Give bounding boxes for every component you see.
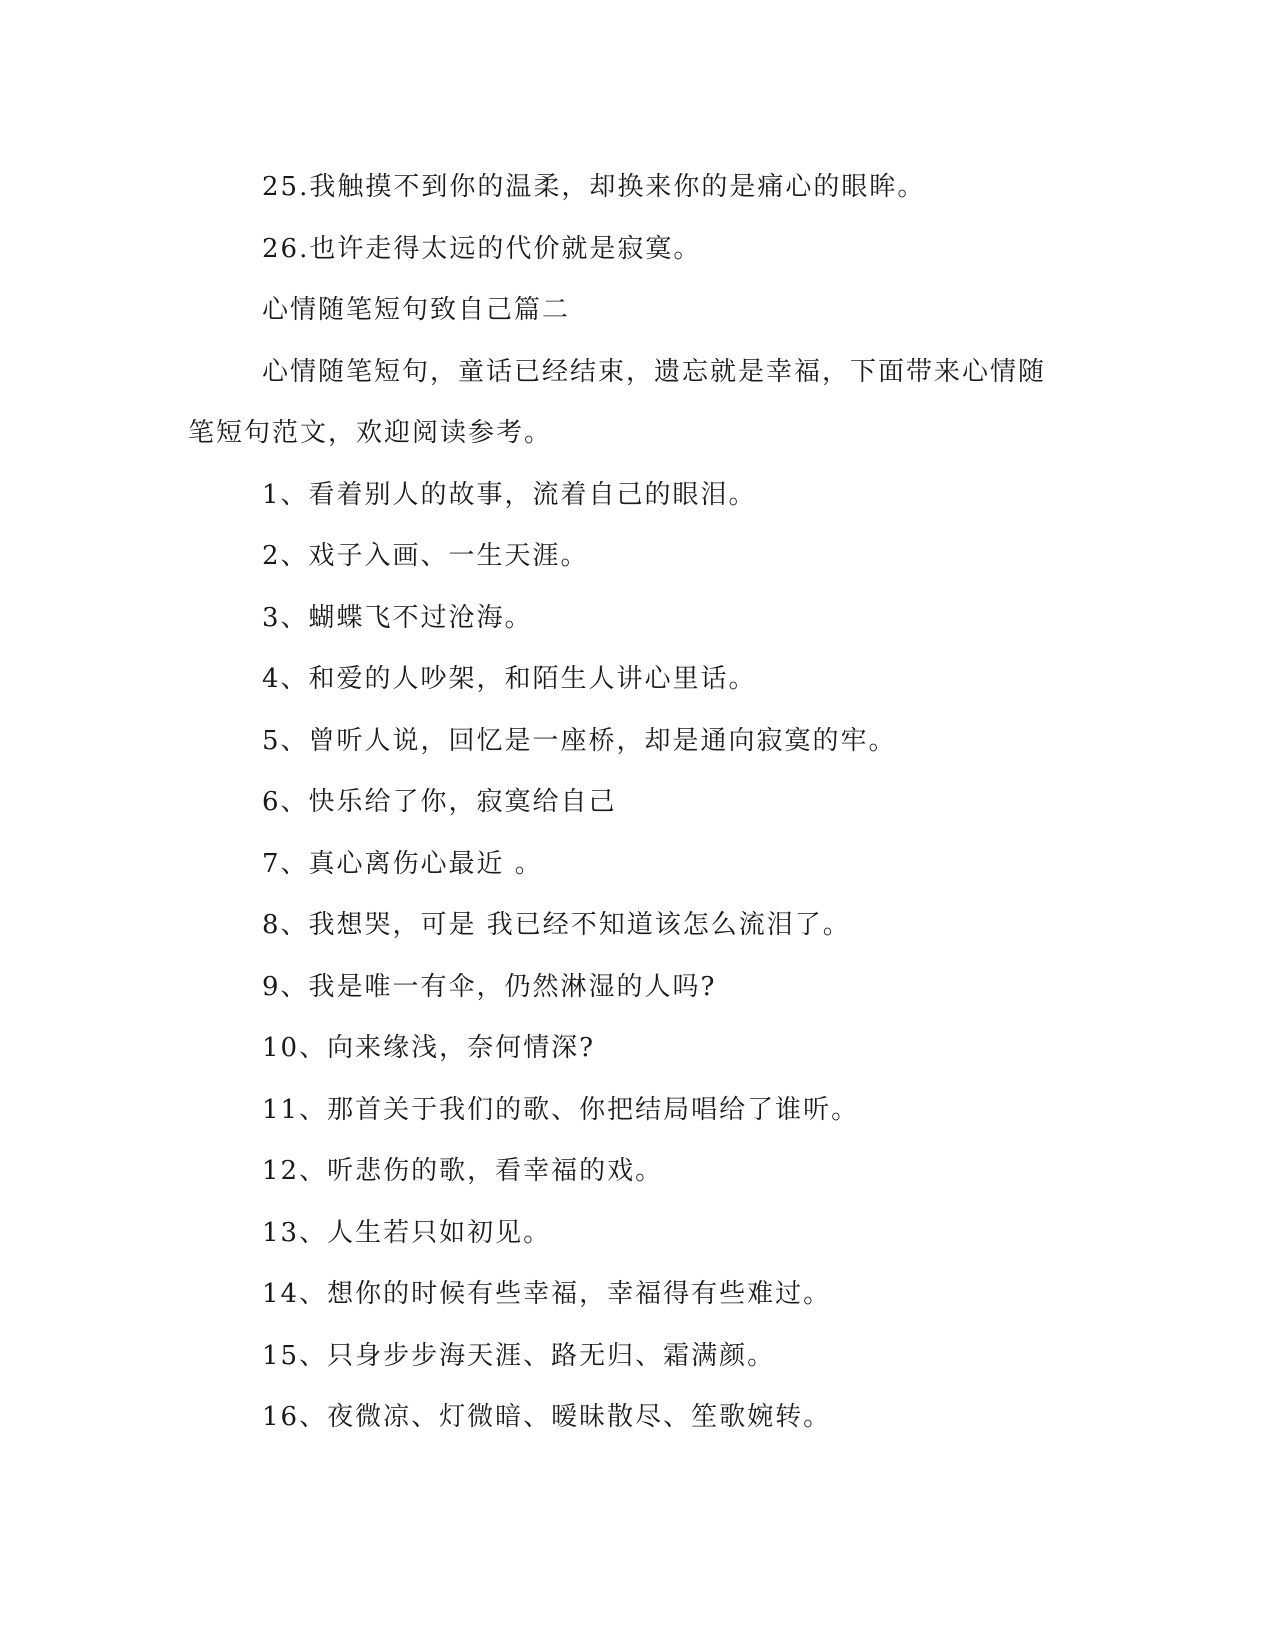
list-item-7: 7、真心离伤心最近 。 (262, 848, 543, 879)
list-item-14: 14、想你的时候有些幸福，幸福得有些难过。 (262, 1279, 832, 1309)
list-item-10: 10、向来缘浅，奈何情深? (262, 1033, 596, 1063)
text-line-25: 25.我触摸不到你的温柔，却换来你的是痛心的眼眸。 (262, 172, 926, 202)
list-item-8: 8、我想哭，可是 我已经不知道该怎么流泪了。 (262, 910, 851, 940)
list-item-12: 12、听悲伤的歌，看幸福的戏。 (262, 1156, 664, 1186)
list-item-11: 11、那首关于我们的歌、你把结局唱给了谁听。 (262, 1094, 860, 1125)
list-item-3: 3、蝴蝶飞不过沧海。 (262, 602, 533, 633)
list-item-15: 15、只身步步海天涯、路无归、霜满颜。 (262, 1340, 776, 1371)
list-item-13: 13、人生若只如初见。 (262, 1217, 552, 1248)
list-item-1: 1、看着别人的故事，流着自己的眼泪。 (262, 479, 757, 510)
section-heading: 心情随笔短句致自己篇二 (262, 295, 571, 325)
list-item-6: 6、快乐给了你，寂寞给自己 (262, 787, 617, 817)
intro-paragraph-line-1: 心情随笔短句，童话已经结束，遗忘就是幸福，下面带来心情随 (262, 356, 1047, 387)
intro-paragraph-line-2: 笔短句范文，欢迎阅读参考。 (188, 418, 553, 448)
document-body (188, 157, 1088, 1449)
text-line-26: 26.也许走得太远的代价就是寂寞。 (262, 233, 702, 264)
list-item-5: 5、曾听人说，回忆是一座桥，却是通向寂寞的牢。 (262, 725, 897, 756)
list-item-9: 9、我是唯一有伞，仍然淋湿的人吗? (262, 971, 717, 1002)
list-item-16: 16、夜微凉、灯微暗、暧昧散尽、笙歌婉转。 (262, 1402, 832, 1432)
list-item-2: 2、戏子入画、一生天涯。 (262, 541, 589, 571)
list-item-4: 4、和爱的人吵架，和陌生人讲心里话。 (262, 664, 757, 694)
